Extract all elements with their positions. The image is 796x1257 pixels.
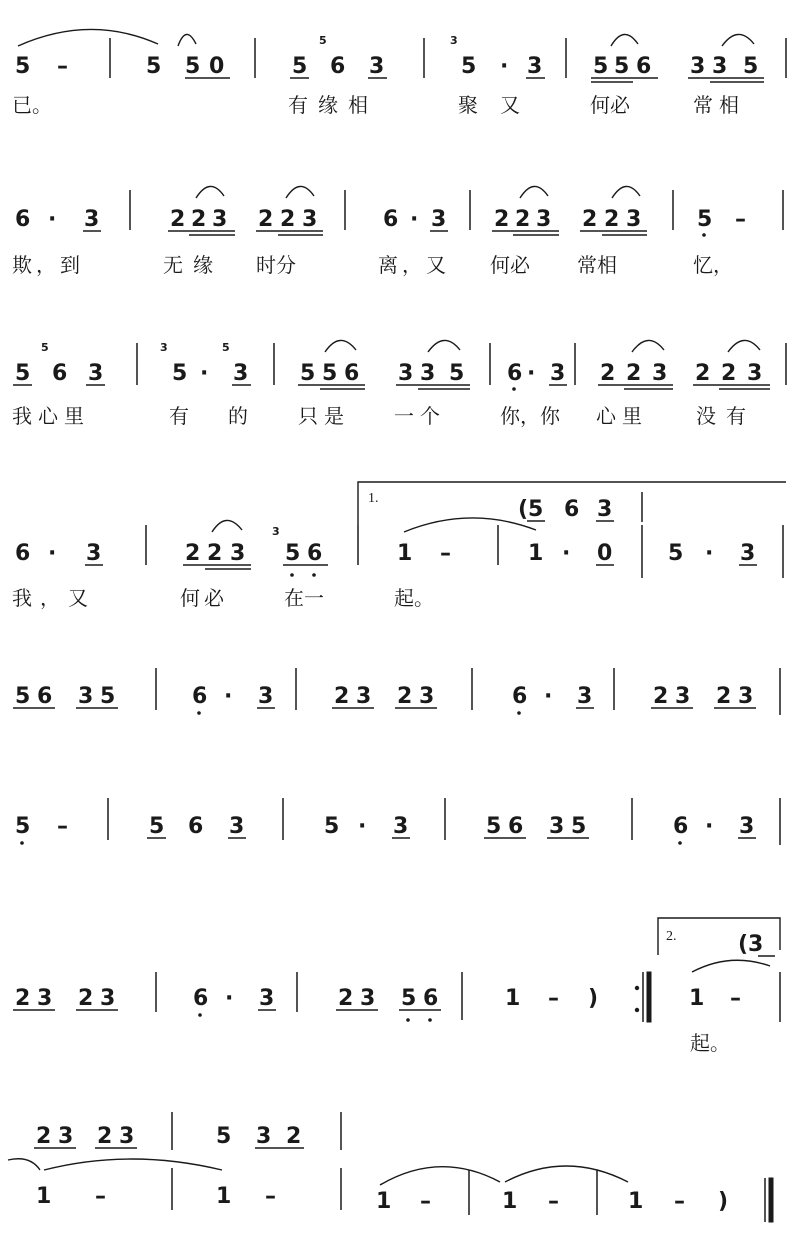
note: 2 [15,986,31,1011]
lyric: 一个 [394,404,446,428]
lyric: 聚又 [458,93,542,117]
note: 3 [84,207,100,232]
note: 0 [597,541,613,566]
note: 3 [360,986,376,1011]
note: 5 [285,541,301,566]
note: 6 [307,541,323,566]
score-line-8 [8,1112,773,1222]
lyric: 的 [228,404,248,428]
slur [520,186,548,198]
note: 6 [52,361,68,386]
note: 6 [508,814,524,839]
dot: · [500,54,509,79]
repeat-dot [635,986,639,990]
tie [505,1166,628,1182]
dot: · [527,361,536,386]
dot: · [705,814,714,839]
note: 6 [15,541,31,566]
note: 3 [398,361,414,386]
score-line-1 [12,29,786,117]
slur [18,29,158,46]
note: 3 [738,684,754,709]
note: 1 [376,1189,392,1214]
slur [212,520,242,532]
note: 3 [88,361,104,386]
low-octave-dot [198,1013,202,1017]
dash: – [548,1189,559,1214]
lyric: 常相 [693,93,745,117]
dash: – [440,541,451,566]
slur [286,186,314,198]
lyric: 没有 [696,404,756,428]
note: 5 [322,361,338,386]
lyric: 时分 [256,253,296,277]
upper-note: 3 [58,1124,74,1149]
note: 2 [695,361,711,386]
dash: – [420,1189,431,1214]
low-octave-dot [197,711,201,715]
grace-note: 5 [319,34,327,47]
note: 3 [577,684,593,709]
note: 0 [209,54,225,79]
note: 6 [344,361,360,386]
note: 5 [401,986,417,1011]
note: 5 [449,361,465,386]
note: 5 [668,541,684,566]
note: 6 [423,986,439,1011]
grace-note: 3 [272,525,280,538]
note: 2 [191,207,207,232]
lyric: 起。 [690,1031,730,1055]
slur [728,340,760,352]
lyric: 有缘相 [288,93,378,117]
note: 5 [185,54,201,79]
tie [8,1159,40,1170]
note: 5 [571,814,587,839]
lyric: 已。 [12,93,52,117]
note: 3 [652,361,668,386]
low-octave-dot [517,711,521,715]
note: 6 [192,684,208,709]
note: 3 [37,986,53,1011]
lyric: 何必 [180,586,228,610]
dash: – [730,986,741,1011]
note: 5 [300,361,316,386]
final-barline-thick [769,1178,773,1222]
note: 3 [549,814,565,839]
lyric: 常相 [577,253,617,277]
note: 3 [747,361,763,386]
note: 3 [230,541,246,566]
tie [404,518,536,532]
grace-note: 5 [41,341,49,354]
repeat-barline-thick [647,972,651,1022]
note: 5 [146,54,162,79]
tie [380,1167,500,1185]
note: 6 [15,207,31,232]
note: 6 [507,361,523,386]
volta-label: 2. [666,929,677,944]
dash: – [548,986,559,1011]
note: 6 [330,54,346,79]
note: 5 [149,814,165,839]
tie [44,1159,222,1170]
note: 1 [397,541,413,566]
note: 2 [626,361,642,386]
note: 2 [258,207,274,232]
low-octave-dot [20,841,24,845]
note: 3 [212,207,228,232]
note: 3 [419,684,435,709]
paren: ) [588,986,599,1011]
note: 3 [712,54,728,79]
dash: – [57,814,68,839]
dash: – [265,1184,276,1209]
grace-note: 3 [450,34,458,47]
note: 2 [653,684,669,709]
dot: · [48,541,57,566]
note: 3 [740,541,756,566]
lyric: 离，又 [378,253,450,277]
score-line-5 [13,668,780,715]
note: 5 [324,814,340,839]
tie [692,960,770,972]
note: 3 [100,986,116,1011]
note: 5 [15,54,31,79]
low-octave-dot [428,1018,432,1022]
slur [196,186,224,198]
note: 5 [15,684,31,709]
note: 1 [216,1184,232,1209]
low-octave-dot [290,573,294,577]
note: 5 [292,54,308,79]
upper-note: 6 [564,497,580,522]
lyric: 心里 [596,404,648,428]
dot: · [705,541,714,566]
grace-note: 5 [222,341,230,354]
slur [178,34,196,46]
note: 1 [689,986,705,1011]
note: 2 [185,541,201,566]
slur [611,34,638,46]
dot: · [48,207,57,232]
note: 3 [626,207,642,232]
note: 6 [673,814,689,839]
note: 3 [536,207,552,232]
upper-note: (3 [738,932,764,957]
note: 2 [582,207,598,232]
note: 2 [170,207,186,232]
lyric: 何必 [490,253,530,277]
note: 2 [721,361,737,386]
slur [325,340,356,352]
note: 2 [600,361,616,386]
note: 3 [229,814,245,839]
note: 1 [628,1189,644,1214]
score-line-3 [12,340,786,428]
score-line-7 [13,918,780,1055]
note: 1 [36,1184,52,1209]
lyric: 无缘 [163,253,223,277]
note: 1 [505,986,521,1011]
upper-note: 3 [597,497,613,522]
note: 3 [78,684,94,709]
upper-note: (5 [518,497,544,522]
slur [722,34,754,46]
note: 6 [636,54,652,79]
note: 2 [78,986,94,1011]
upper-note: 2 [97,1124,113,1149]
note: 2 [515,207,531,232]
note: 6 [193,986,209,1011]
note: 2 [334,684,350,709]
upper-note: 2 [286,1124,302,1149]
lyric: 欺，到 [12,253,84,277]
note: 5 [614,54,630,79]
note: 3 [86,541,102,566]
note: 5 [461,54,477,79]
slur [632,340,664,352]
note: 6 [512,684,528,709]
note: 2 [397,684,413,709]
dash: – [735,207,746,232]
note: 1 [502,1189,518,1214]
dot: · [224,684,233,709]
note: 2 [604,207,620,232]
note: 5 [172,361,188,386]
lyric: 在一 [284,586,324,610]
note: 3 [356,684,372,709]
note: 3 [739,814,755,839]
note: 5 [15,814,31,839]
low-octave-dot [512,387,516,391]
dot: · [544,684,553,709]
note: 3 [233,361,249,386]
note: 3 [675,684,691,709]
note: 2 [338,986,354,1011]
note: 3 [420,361,436,386]
low-octave-dot [678,841,682,845]
note: 5 [697,207,713,232]
upper-note: 5 [216,1124,232,1149]
upper-note: 2 [36,1124,52,1149]
note: 5 [743,54,759,79]
lyric: 起。 [394,586,434,610]
note: 2 [280,207,296,232]
note: 6 [37,684,53,709]
note: 3 [259,986,275,1011]
slur [612,186,640,198]
repeat-dot [635,1008,639,1012]
dash: – [674,1189,685,1214]
note: 2 [716,684,732,709]
score-line-4 [12,482,786,610]
dash: – [57,54,68,79]
note: 3 [527,54,543,79]
note: 1 [528,541,544,566]
note: 5 [486,814,502,839]
lyric: 我，又 [12,586,96,610]
note: 6 [188,814,204,839]
grace-note: 3 [160,341,168,354]
dot: · [562,541,571,566]
lyric: 何必 [590,93,630,117]
note: 3 [258,684,274,709]
note: 2 [494,207,510,232]
note: 5 [100,684,116,709]
score-line-6 [15,798,780,845]
low-octave-dot [406,1018,410,1022]
note: 2 [207,541,223,566]
dot: · [358,814,367,839]
note: 3 [302,207,318,232]
note: 6 [383,207,399,232]
upper-note: 3 [119,1124,135,1149]
dot: · [410,207,419,232]
note: 3 [431,207,447,232]
lyric: 忆， [693,253,733,277]
note: 3 [393,814,409,839]
note: 3 [369,54,385,79]
lyric: 只是 [298,404,350,428]
low-octave-dot [702,233,706,237]
score-line-2 [12,186,783,277]
lyric: 你，你 [500,404,560,428]
slur [428,340,460,352]
low-octave-dot [312,573,316,577]
note: 5 [15,361,31,386]
upper-note: 3 [256,1124,272,1149]
dot: · [225,986,234,1011]
dash: – [95,1184,106,1209]
volta-label: 1. [368,491,379,506]
note: 3 [550,361,566,386]
lyric: 有 [169,404,189,428]
note: 3 [690,54,706,79]
dot: · [200,361,209,386]
paren: ) [718,1189,729,1214]
note: 5 [593,54,609,79]
lyric: 我心里 [12,404,90,428]
